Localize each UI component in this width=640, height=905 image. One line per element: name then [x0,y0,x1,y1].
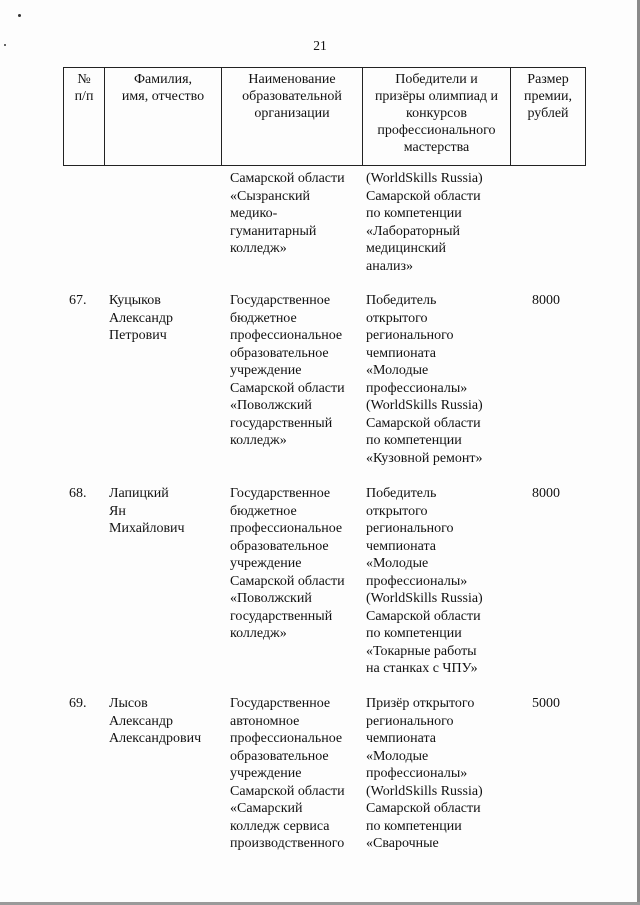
row-prize: 5000 [532,696,560,711]
row-organization: Государственное автономное профессиональное образовательное учреждение Самарской области «Самарский колледж сервиса производственного [230,696,345,851]
scan-speck [18,14,21,17]
row-number: 67. [69,293,87,308]
row-full-name: Куцыков Александр Петрович [109,293,173,343]
page-number: 21 [313,38,327,53]
row-number: 69. [69,696,87,711]
header-prize: Размер премии, рублей [511,68,586,166]
continuation-winner: (WorldSkills Russia) Самарской области по компетенции «Лабораторный медицинский анализ» [366,171,483,274]
row-full-name: Лапицкий Ян Михайлович [109,486,185,536]
row-organization: Государственное бюджетное профессиональное образовательное учреждение Самарской области «Поволжский государственный колледж» [230,293,345,448]
continuation-organization: Самарской области «Сызранский медико- гуманитарный колледж» [230,171,345,256]
row-winner: Победитель открытого регионального чемпионата «Молодые профессионалы» (WorldSkills Russia) Самарской области по компетенции «Кузовной ремонт» [366,293,483,466]
header-full-name: Фамилия, имя, отчество [105,68,222,166]
row-number: 68. [69,486,87,501]
row-organization: Государственное бюджетное профессиональное образовательное учреждение Самарской области «Поволжский государственный колледж» [230,486,345,641]
row-prize: 8000 [532,486,560,501]
table-header [63,67,586,166]
row-winner: Победитель открытого регионального чемпионата «Молодые профессионалы» (WorldSkills Russia) Самарской области по компетенции «Токарные работы на станках с ЧПУ» [366,486,483,676]
row-winner: Призёр открытого регионального чемпионата «Молодые профессионалы» (WorldSkills Russia) Самарской области по компетенции «Сварочные [366,696,483,851]
row-full-name: Лысов Александр Александрович [109,696,202,746]
header-number: № п/п [64,68,105,166]
row-prize: 8000 [532,293,560,308]
header-winners: Победители и призёры олимпиад и конкурсов профессионального мастерства [363,68,511,166]
header-organization: Наименование образовательной организации [222,68,363,166]
